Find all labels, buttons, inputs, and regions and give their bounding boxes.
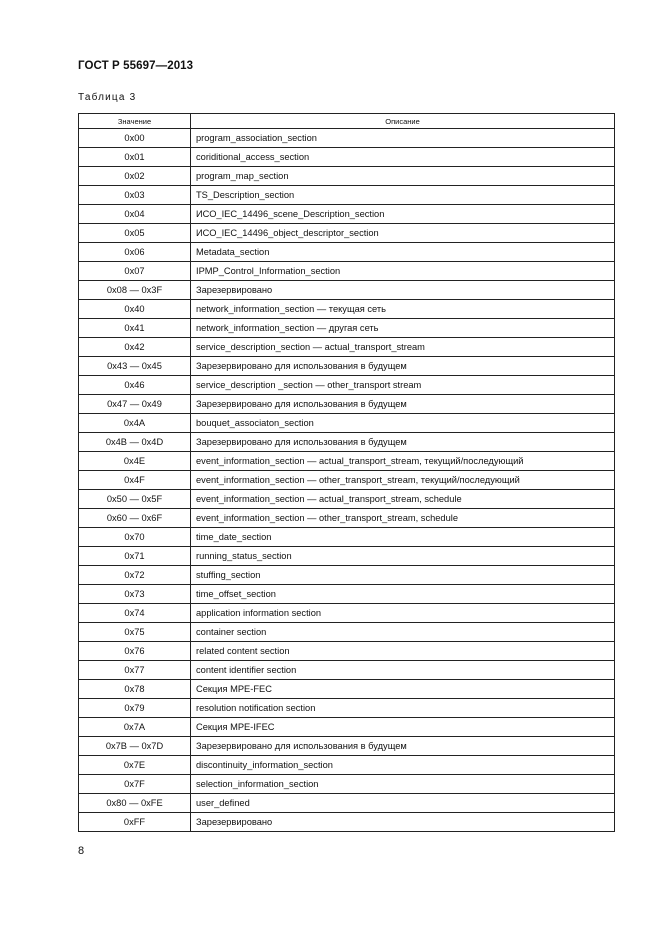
table-row <box>79 566 615 585</box>
table-row <box>79 433 615 452</box>
value-cell: 0x4B — 0x4D <box>79 433 191 452</box>
table-row <box>79 224 615 243</box>
description-cell: event_information_section — other_transport_stream, текущий/последующий <box>191 471 615 490</box>
table-row <box>79 623 615 642</box>
value-cell: 0x02 <box>79 167 191 186</box>
description-cell: program_association_section <box>191 129 615 148</box>
description-cell: ИСО_IEC_14496_object_descriptor_section <box>191 224 615 243</box>
description-cell: Зарезервировано для использования в будущем <box>191 433 615 452</box>
table-row <box>79 262 615 281</box>
table-row <box>79 490 615 509</box>
table-row <box>79 756 615 775</box>
description-cell: time_date_section <box>191 528 615 547</box>
table-row <box>79 642 615 661</box>
description-cell: Metadata_section <box>191 243 615 262</box>
value-cell: 0x79 <box>79 699 191 718</box>
description-cell: Зарезервировано для использования в будущем <box>191 395 615 414</box>
table-row <box>79 338 615 357</box>
description-cell: Зарезервировано для использования в будущем <box>191 357 615 376</box>
description-cell: Зарезервировано <box>191 281 615 300</box>
description-cell: network_information_section — текущая сеть <box>191 300 615 319</box>
table-row <box>79 281 615 300</box>
description-cell: event_information_section — actual_transport_stream, schedule <box>191 490 615 509</box>
value-cell: 0x76 <box>79 642 191 661</box>
document-header: ГОСТ Р 55697—2013 <box>78 60 194 72</box>
table-row <box>79 414 615 433</box>
values-table <box>78 113 615 832</box>
page-number: 8 <box>78 845 85 857</box>
value-cell: 0x00 <box>79 129 191 148</box>
table-row <box>79 509 615 528</box>
description-cell: discontinuity_information_section <box>191 756 615 775</box>
description-cell: IPMP_Control_Information_section <box>191 262 615 281</box>
value-cell: 0x4F <box>79 471 191 490</box>
table-row <box>79 167 615 186</box>
table-row <box>79 471 615 490</box>
description-cell: stuffing_section <box>191 566 615 585</box>
value-cell: 0x7B — 0x7D <box>79 737 191 756</box>
table-row <box>79 186 615 205</box>
value-cell: 0x7F <box>79 775 191 794</box>
value-cell: 0x4E <box>79 452 191 471</box>
value-cell: 0x75 <box>79 623 191 642</box>
description-cell: program_map_section <box>191 167 615 186</box>
table-row <box>79 300 615 319</box>
description-cell: Секция MPE-IFEC <box>191 718 615 737</box>
value-cell: 0x41 <box>79 319 191 338</box>
table-row <box>79 813 615 832</box>
table-row <box>79 148 615 167</box>
value-cell: 0x80 — 0xFE <box>79 794 191 813</box>
value-cell: 0x78 <box>79 680 191 699</box>
description-cell: content identifier section <box>191 661 615 680</box>
table-row <box>79 243 615 262</box>
value-cell: 0x03 <box>79 186 191 205</box>
value-cell: 0x40 <box>79 300 191 319</box>
value-cell: 0x04 <box>79 205 191 224</box>
value-cell: 0x72 <box>79 566 191 585</box>
value-cell: 0x05 <box>79 224 191 243</box>
table-row <box>79 680 615 699</box>
description-cell: time_offset_section <box>191 585 615 604</box>
description-cell: related content section <box>191 642 615 661</box>
value-cell: 0x01 <box>79 148 191 167</box>
value-cell: 0x43 — 0x45 <box>79 357 191 376</box>
description-cell: network_information_section — другая сеть <box>191 319 615 338</box>
table-row <box>79 737 615 756</box>
value-cell: 0x70 <box>79 528 191 547</box>
value-cell: 0x08 — 0x3F <box>79 281 191 300</box>
table-row <box>79 452 615 471</box>
description-cell: Зарезервировано для использования в будущем <box>191 737 615 756</box>
description-cell: event_information_section — other_transport_stream, schedule <box>191 509 615 528</box>
description-cell: Секция MPE-FEC <box>191 680 615 699</box>
value-cell: 0x06 <box>79 243 191 262</box>
table-row <box>79 794 615 813</box>
table-caption: Таблица 3 <box>78 92 137 103</box>
table-row <box>79 661 615 680</box>
description-cell: ИСО_IEC_14496_scene_Description_section <box>191 205 615 224</box>
description-cell: user_defined <box>191 794 615 813</box>
value-cell: 0x07 <box>79 262 191 281</box>
table-header-row <box>79 114 615 129</box>
table-row <box>79 205 615 224</box>
table-row <box>79 718 615 737</box>
description-cell: service_description_section — actual_transport_stream <box>191 338 615 357</box>
description-cell: selection_information_section <box>191 775 615 794</box>
table-row <box>79 376 615 395</box>
value-cell: 0x4A <box>79 414 191 433</box>
value-cell: 0x74 <box>79 604 191 623</box>
table-row <box>79 129 615 148</box>
value-cell: 0x7A <box>79 718 191 737</box>
description-cell: service_description _section — other_transport stream <box>191 376 615 395</box>
column-header-value: Значение <box>79 114 191 129</box>
description-cell: application information section <box>191 604 615 623</box>
description-cell: container section <box>191 623 615 642</box>
table-row <box>79 528 615 547</box>
table-row <box>79 319 615 338</box>
value-cell: 0x71 <box>79 547 191 566</box>
description-cell: event_information_section — actual_transport_stream, текущий/последующий <box>191 452 615 471</box>
value-cell: 0xFF <box>79 813 191 832</box>
description-cell: Зарезервировано <box>191 813 615 832</box>
value-cell: 0x47 — 0x49 <box>79 395 191 414</box>
description-cell: bouquet_associaton_section <box>191 414 615 433</box>
value-cell: 0x73 <box>79 585 191 604</box>
value-cell: 0x42 <box>79 338 191 357</box>
table-row <box>79 585 615 604</box>
table-row <box>79 547 615 566</box>
description-cell: resolution notification section <box>191 699 615 718</box>
table-row <box>79 357 615 376</box>
value-cell: 0x60 — 0x6F <box>79 509 191 528</box>
table-row <box>79 604 615 623</box>
table-row <box>79 395 615 414</box>
value-cell: 0x50 — 0x5F <box>79 490 191 509</box>
value-cell: 0x46 <box>79 376 191 395</box>
description-cell: running_status_section <box>191 547 615 566</box>
table-row <box>79 775 615 794</box>
value-cell: 0x77 <box>79 661 191 680</box>
column-header-description: Описание <box>191 114 615 129</box>
description-cell: coriditional_access_section <box>191 148 615 167</box>
table-body <box>79 129 615 832</box>
table-row <box>79 699 615 718</box>
value-cell: 0x7E <box>79 756 191 775</box>
description-cell: TS_Description_section <box>191 186 615 205</box>
